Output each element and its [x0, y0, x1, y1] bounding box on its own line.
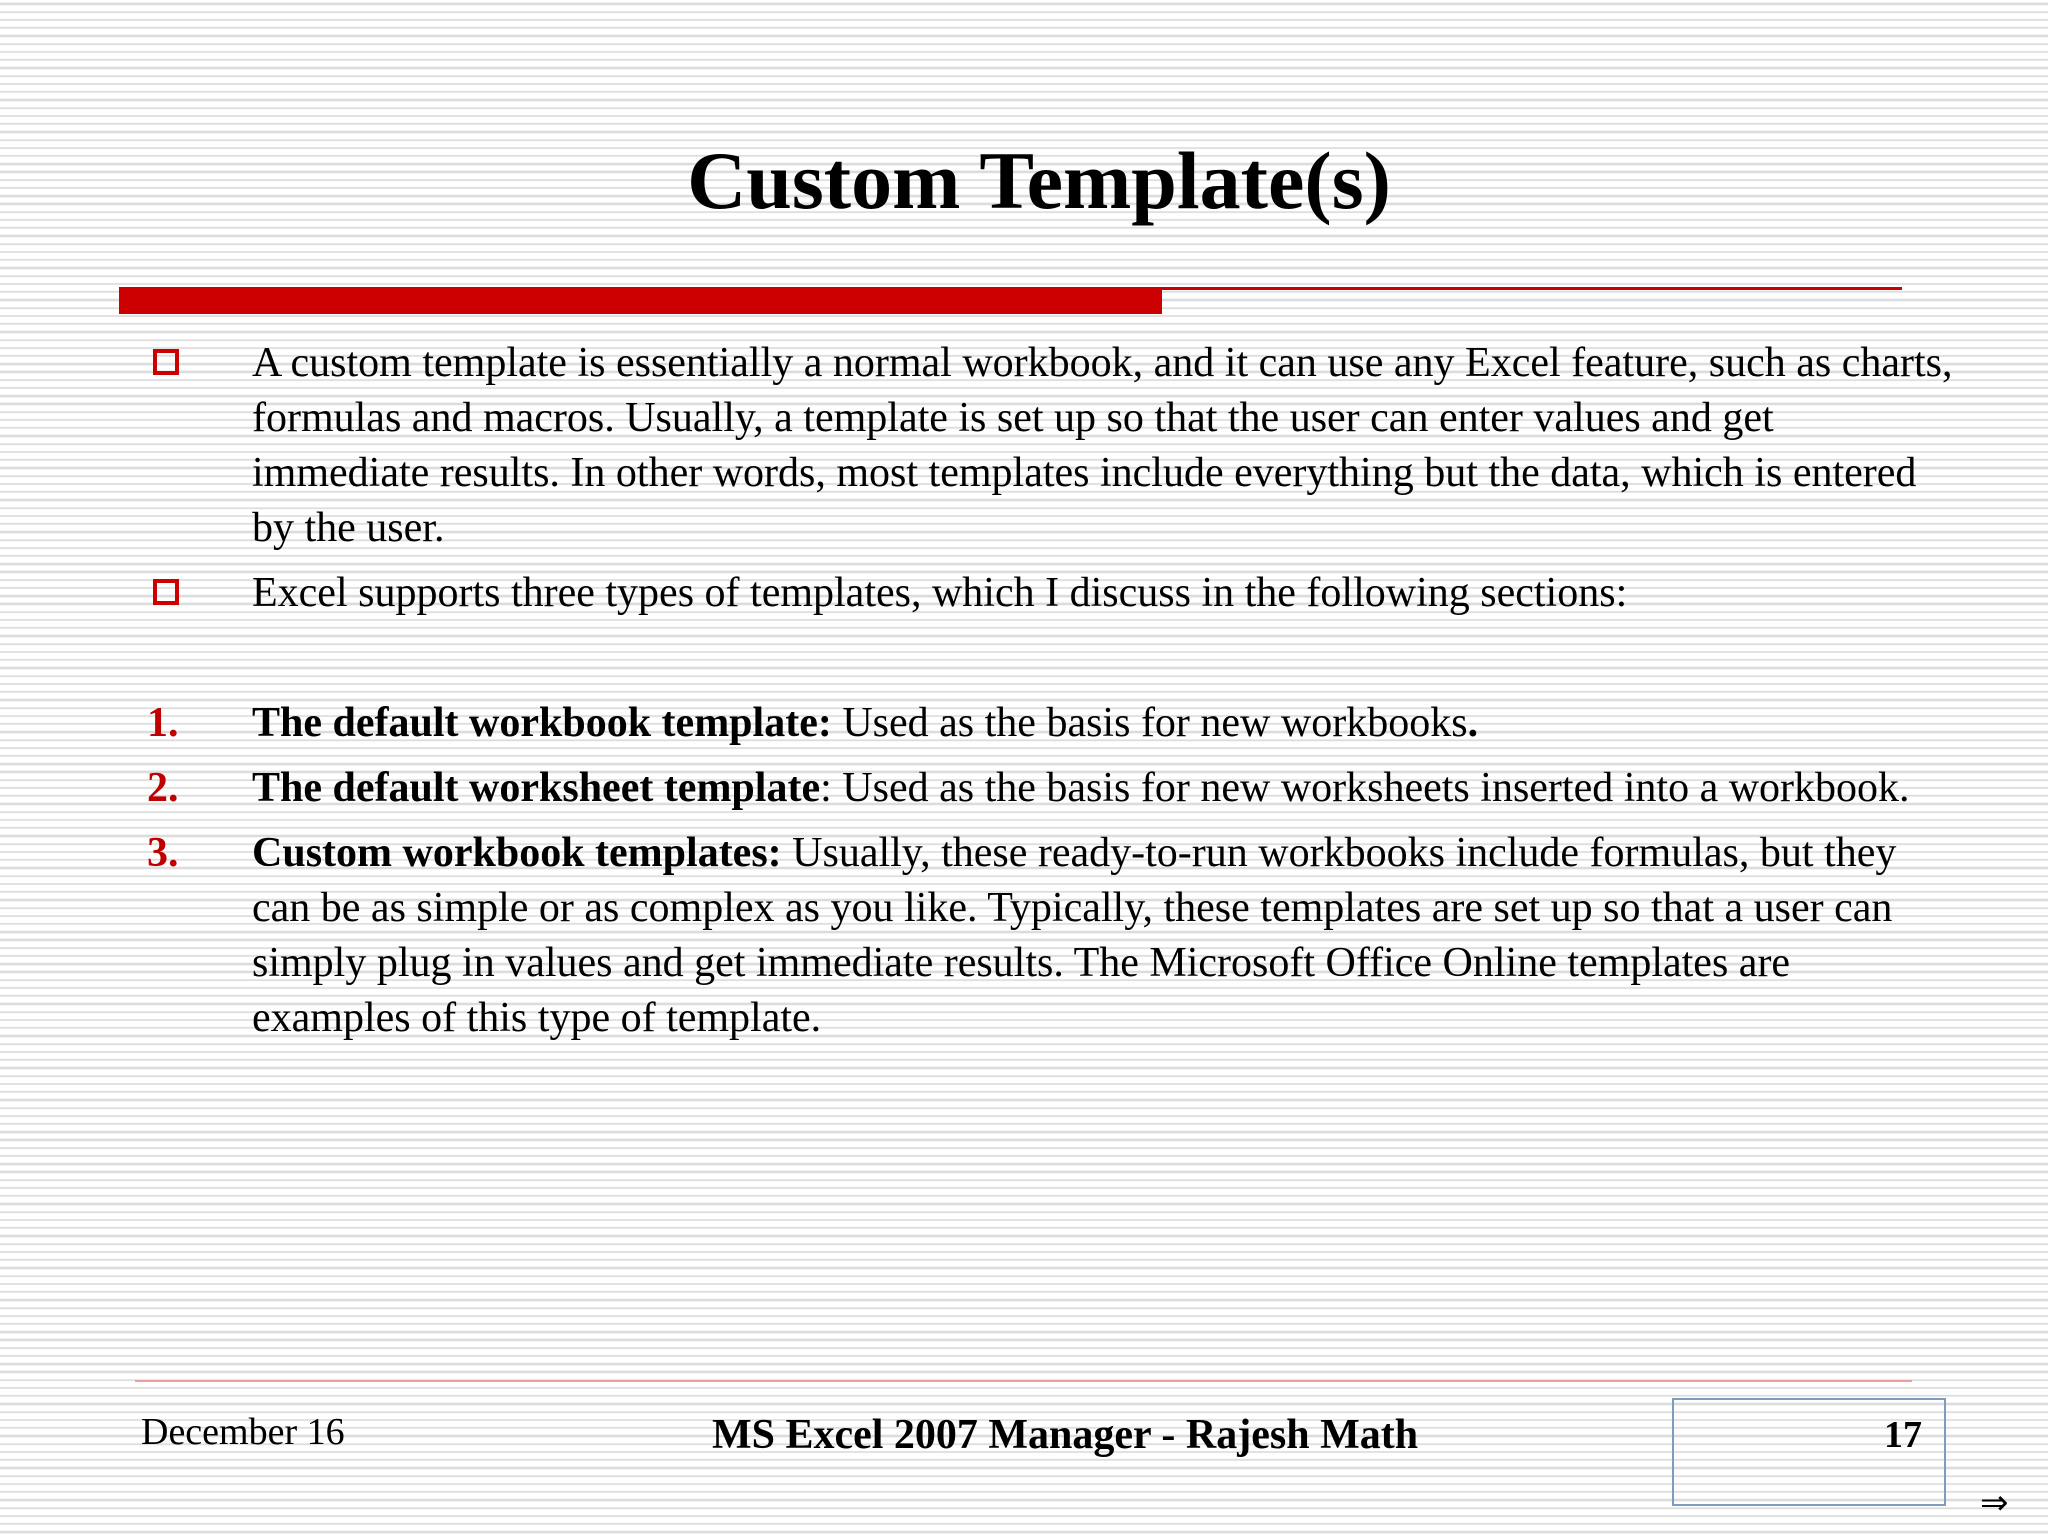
title-underline-thick — [119, 290, 1162, 314]
footer-date: December 16 — [141, 1411, 345, 1453]
item-number: 1. — [147, 700, 179, 746]
item-number: 2. — [147, 765, 179, 811]
numbered-item — [0, 826, 2048, 1046]
page-number-box — [1672, 1398, 1946, 1506]
item-description: Usually, these ready-to-run workbooks include formulas, but they can be as simple or as complex as you like. Typically, these templates are set up so that a user can simply plug in values and get immediate results. The Microsoft Office Online templates are examples of this type of template. — [252, 830, 1897, 1041]
square-bullet-icon — [153, 349, 179, 375]
item-term: Custom workbook templates: — [252, 830, 782, 876]
page-number: 17 — [1884, 1414, 1922, 1456]
slide-title: Custom Template(s) — [687, 135, 1391, 226]
bullet-text: Excel supports three types of templates, which I discuss in the following sections: — [252, 570, 1628, 616]
item-term: The default worksheet template — [252, 765, 821, 811]
bullet-item — [0, 336, 2048, 556]
bullet-text: A custom template is essentially a normal workbook, and it can use any Excel feature, such as charts, formulas and macros. Usually, a template is set up so that the user can enter values and get immediate results. In other words, most templates include everything but the data, which is entered by the user. — [252, 340, 1953, 551]
item-description: : Used as the basis for new worksheets inserted into a workbook. — [820, 765, 1910, 811]
numbered-item — [0, 696, 2048, 751]
footer-divider — [135, 1380, 1912, 1382]
numbered-item — [0, 761, 2048, 816]
item-description: Used as the basis for new workbooks — [831, 700, 1468, 746]
square-bullet-icon — [153, 579, 179, 605]
item-trail: . — [1467, 700, 1479, 746]
bullet-item — [0, 566, 2048, 621]
item-number: 3. — [147, 830, 179, 876]
next-slide-arrow-icon[interactable]: ⇒ — [1980, 1483, 2009, 1523]
item-term: The default workbook template: — [252, 700, 832, 746]
slide-content — [0, 336, 2048, 1046]
footer-title: MS Excel 2007 Manager - Rajesh Math — [711, 1412, 1419, 1458]
